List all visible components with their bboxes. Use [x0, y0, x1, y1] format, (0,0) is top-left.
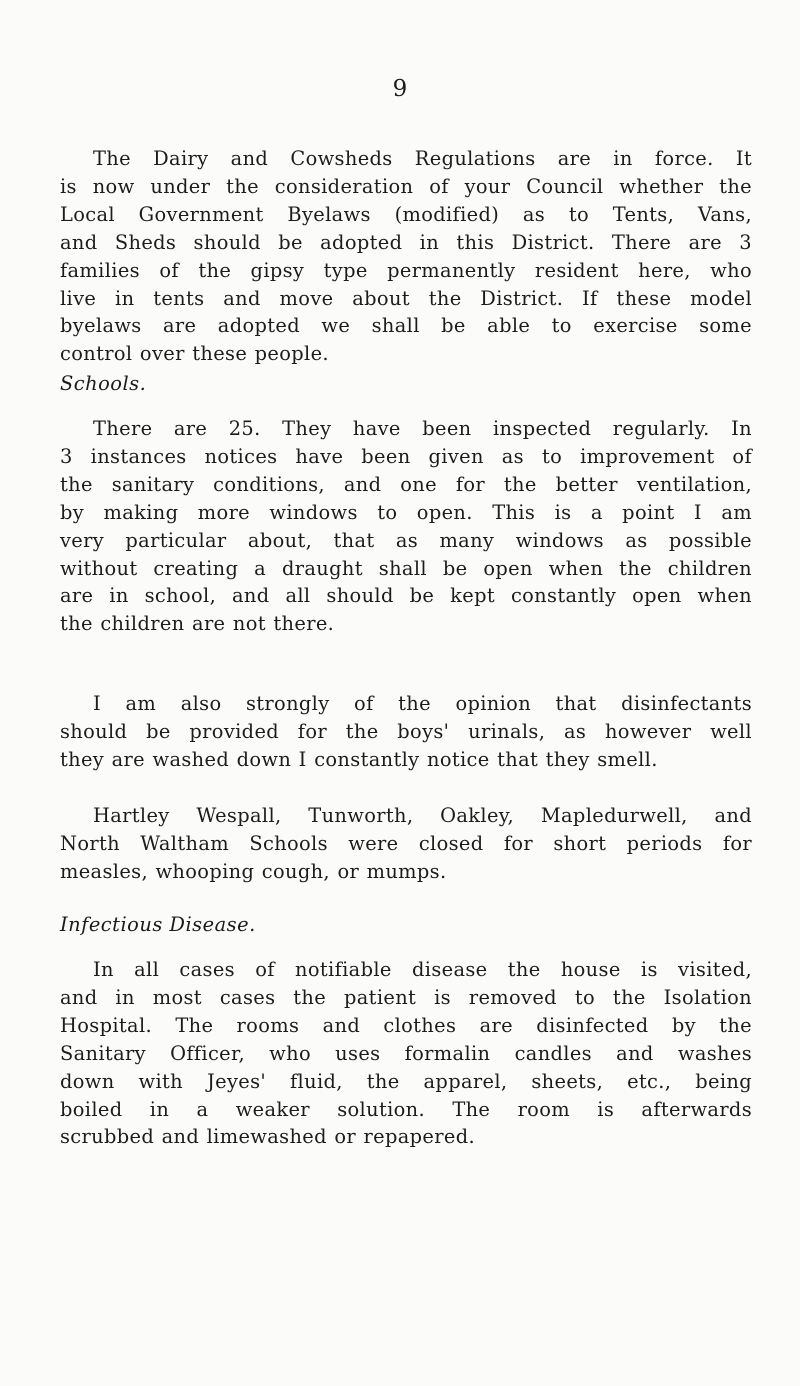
text-line: I am also strongly of the opinion that disinfectants	[93, 692, 752, 715]
text-line: There are 25. They have been inspected regularly. In	[93, 417, 752, 440]
text-line: families of the gipsy type permanently resident here, who	[60, 258, 752, 282]
text-line: control over these people.	[60, 342, 329, 366]
text-line: should be provided for the boys' urinals, as however well	[60, 719, 752, 743]
text-line: they are washed down I constantly notice that they smell.	[60, 747, 658, 771]
text-line: 3 instances notices have been given as to improvement of	[60, 444, 752, 468]
paragraph-schools-inspection	[60, 415, 752, 638]
text-line: Hartley Wespall, Tunworth, Oakley, Mapledurwell, and	[93, 804, 752, 827]
section-heading-infectious-disease: Infectious Disease.	[60, 913, 256, 936]
text-line: measles, whooping cough, or mumps.	[60, 859, 447, 883]
paragraph-infectious-disease	[60, 956, 752, 1151]
text-line: by making more windows to open. This is a point I am	[60, 500, 752, 524]
text-line: scrubbed and limewashed or repapered.	[60, 1125, 475, 1149]
text-line: Hospital. The rooms and clothes are disinfected by the	[60, 1013, 752, 1037]
text-line: and in most cases the patient is removed to the Isolation	[60, 985, 752, 1009]
paragraph-schools-closures	[60, 802, 752, 886]
text-line: Local Government Byelaws (modified) as to Tents, Vans,	[60, 202, 752, 226]
text-line: live in tents and move about the District. If these model	[60, 286, 752, 310]
text-line: are in school, and all should be kept constantly open when	[60, 584, 752, 608]
paragraph-dairy-regulations	[60, 145, 752, 368]
text-line: Sanitary Officer, who uses formalin candles and washes	[60, 1041, 752, 1065]
text-line: The Dairy and Cowsheds Regulations are in force. It	[93, 147, 752, 170]
text-line: In all cases of notifiable disease the house is visited,	[93, 958, 752, 981]
text-line: very particular about, that as many windows as possible	[60, 528, 752, 552]
text-line: down with Jeyes' fluid, the apparel, sheets, etc., being	[60, 1069, 752, 1093]
text-line: is now under the consideration of your Council whether the	[60, 174, 752, 198]
paragraph-schools-disinfectants	[60, 690, 752, 774]
text-line: and Sheds should be adopted in this District. There are 3	[60, 230, 752, 254]
page-number: 9	[392, 76, 408, 102]
text-line: the children are not there.	[60, 612, 335, 636]
text-line: without creating a draught shall be open when the children	[60, 556, 752, 580]
text-line: boiled in a weaker solution. The room is afterwards	[60, 1097, 752, 1121]
section-heading-schools: Schools.	[60, 372, 147, 395]
text-line: the sanitary conditions, and one for the better ventilation,	[60, 472, 752, 496]
text-line: North Waltham Schools were closed for short periods for	[60, 831, 752, 855]
text-line: byelaws are adopted we shall be able to exercise some	[60, 314, 752, 338]
